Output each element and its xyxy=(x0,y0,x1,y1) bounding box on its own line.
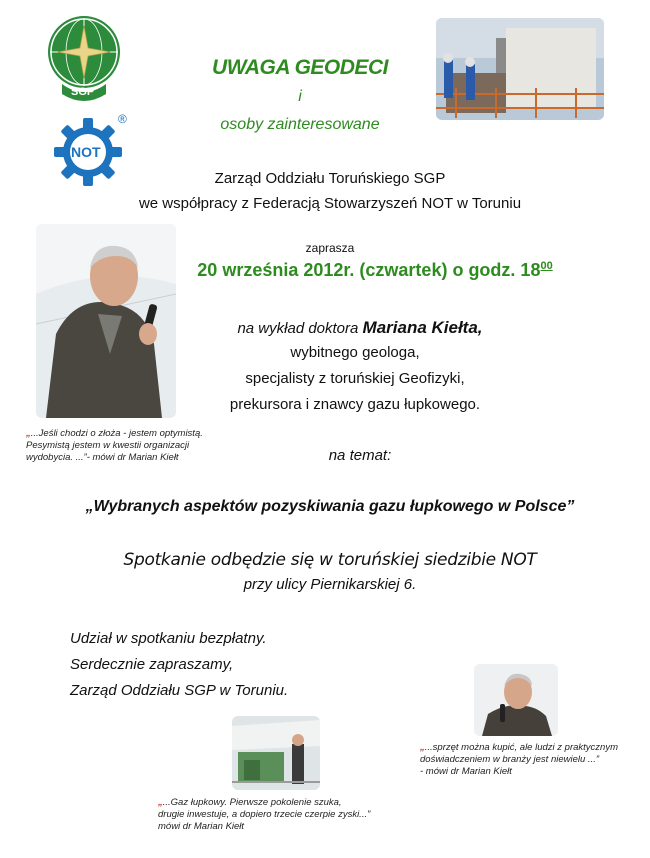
quote-1-open: „ xyxy=(26,428,31,439)
quote-3-line-3: mówi dr Marian Kiełt xyxy=(158,821,245,832)
event-date-text: 20 września 2012r. (czwartek) o godz. 18 xyxy=(197,260,541,280)
registered-mark: ® xyxy=(118,112,127,126)
closing-line-1: Udział w spotkaniu bezpłatny. xyxy=(70,630,267,647)
lecturer-line-4: prekursora i znawcy gazu łupkowego. xyxy=(229,396,481,413)
closing-line-2: Serdecznie zapraszamy, xyxy=(70,656,234,673)
quote-1 xyxy=(26,428,246,464)
quote-2-line-1 xyxy=(420,742,648,754)
speaker-photo-small xyxy=(474,664,558,736)
page-title: UWAGA GEODECI xyxy=(212,56,388,79)
closing-line-3: Zarząd Oddziału SGP w Toruniu. xyxy=(70,682,289,699)
invite-verb: zaprasza xyxy=(305,241,355,255)
venue-line-2: przy ulicy Piernikarskiej 6. xyxy=(243,576,417,593)
lecturer-prefix: na wykład doktora xyxy=(237,320,363,337)
lecturer-line-2: wybitnego geologa, xyxy=(290,344,420,361)
quote-1-text-1: ...Jeśli chodzi o złoża - jestem optymistą. xyxy=(30,428,203,439)
lecturer-line-1 xyxy=(180,318,540,338)
event-date xyxy=(160,260,590,281)
organizer-line-2: we współpracy z Federacją Stowarzyszeń NOT w Toruniu xyxy=(138,195,522,212)
quote-2-text-1: ...sprzęt można kupić, ale ludzi z praktycznym xyxy=(424,742,618,753)
title-conjunction: i xyxy=(298,88,302,105)
quote-3-line-1 xyxy=(158,797,418,809)
quote-2-line-2: doświadczeniem w branży jest niewielu ...” xyxy=(420,754,599,765)
sgp-logo-text: SGP xyxy=(71,86,95,98)
subtitle: osoby zainteresowane xyxy=(220,116,380,133)
not-logo-text: NOT xyxy=(71,144,101,160)
lecturer-line-3: specjalisty z toruńskiej Geofizyki, xyxy=(245,370,465,387)
tent-photo xyxy=(232,716,320,790)
venue-line-1: Spotkanie odbędzie się w toruńskiej siedzibie NOT xyxy=(123,550,537,570)
quote-3 xyxy=(158,797,418,833)
quote-3-text-1: ...Gaz łupkowy. Pierwsze pokolenie szuka, xyxy=(162,797,342,808)
sgp-logo xyxy=(44,12,124,104)
event-time-minutes: 00 xyxy=(540,260,553,272)
drilling-rig-photo xyxy=(436,18,604,120)
quote-2 xyxy=(420,742,648,778)
organizer-line-1: Zarząd Oddziału Toruńskiego SGP xyxy=(214,170,446,187)
lecture-topic: „Wybranych aspektów pozyskiwania gazu łupkowego w Polsce” xyxy=(85,498,575,515)
quote-2-line-3: - mówi dr Marian Kiełt xyxy=(420,766,512,777)
quote-1-line-2: Pesymistą jestem w kwestii organizacji xyxy=(26,440,190,451)
quote-1-line-3: wydobycia. ...”- mówi dr Marian Kiełt xyxy=(26,452,179,463)
topic-label: na temat: xyxy=(328,447,392,464)
quote-1-line-1 xyxy=(26,428,246,440)
quote-2-open: „ xyxy=(420,742,425,753)
quote-3-open: „ xyxy=(158,797,163,808)
lecturer-photo xyxy=(36,224,176,418)
not-logo xyxy=(52,112,134,196)
lecturer-name: Mariana Kiełta, xyxy=(362,318,483,337)
quote-3-line-2: drugie inwestuje, a dopiero trzecie czerpie zyski...” xyxy=(158,809,371,820)
